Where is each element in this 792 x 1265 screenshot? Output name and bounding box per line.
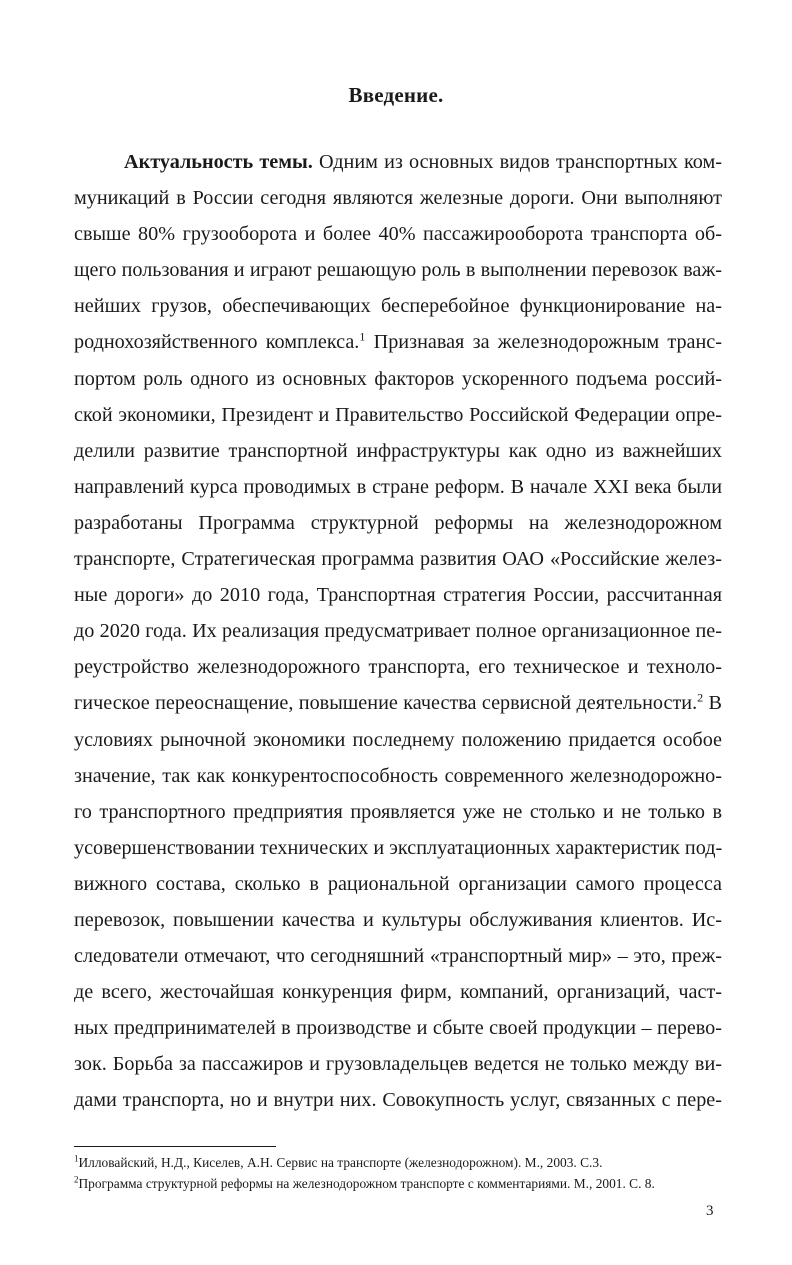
text-line: щего пользования и играют решающую роль в выполнении перевозок важ- [74, 259, 722, 282]
text-line: делили развитие транспортной инфраструктуры как одно из важнейших [74, 439, 722, 462]
text-line: перевозок, повышении качества и культуры обслуживания клиентов. Ис- [74, 908, 722, 931]
text-line: транспорте, Стратегическая программа развития ОАО «Российские желез- [74, 548, 722, 571]
text-line: портом роль одного из основных факторов ускоренного подъема россий- [74, 367, 722, 390]
text-line-content: роднохозяйственного комплекса. [74, 331, 360, 354]
section-lead: Актуальность темы. [124, 151, 313, 173]
text-line: реустройство железнодорожного транспорта, его техническое и техноло- [74, 656, 722, 679]
text-line [74, 324, 722, 360]
text-line: усовершенствовании технических и эксплуатационных характеристик под- [74, 836, 723, 859]
text-line: значение, так как конкурентоспособность современного железнодорожно- [74, 764, 722, 787]
text-line: ные дороги» до 2010 года, Транспортная стратегия России, рассчитанная [74, 584, 722, 607]
footnote-divider [74, 1146, 276, 1147]
text-line: зок. Борьба за пассажиров и грузовладельцев ведется не только между ви- [74, 1053, 722, 1076]
text-line-content: Признавая за железнодорожным транс- [365, 331, 722, 354]
text-line: де всего, жесточайшая конкуренция фирм, компаний, организаций, част- [74, 981, 722, 1004]
text-line: нейших грузов, обеспечивающих бесперебойное функционирование на- [74, 295, 722, 318]
text-line: го транспортного предприятия проявляется уже не столько и не только в [74, 800, 722, 823]
text-line-content: гическое переоснащение, повышение качества сервисной деятельности. [74, 692, 698, 715]
text-line: разработаны Программа структурной реформы на железнодорожном [74, 511, 722, 534]
footnote-mark: 1 [74, 1153, 79, 1164]
footnote-reference[interactable]: 1 [359, 329, 366, 344]
text-line: дами транспорта, но и внутри них. Совокупность услуг, связанных с пере- [74, 1089, 722, 1112]
text-line-content: В [703, 692, 722, 715]
body-text [74, 144, 722, 1119]
footnote-mark: 2 [74, 1174, 79, 1185]
page-title: Введение. [348, 83, 444, 107]
footnote-text: Илловайский, Н.Д., Киселев, А.Н. Сервис на транспорте (железнодорожном). М., 2003. С.3. [78, 1155, 603, 1170]
text-line: направлений курса проводимых в стране реформ. В начале XXI века были [74, 475, 722, 498]
text-line: муникаций в России сегодня являются железные дороги. Они выполняют [74, 187, 722, 210]
footnote [74, 1152, 722, 1173]
text-line: вижного состава, сколько в рациональной организации самого процесса [74, 872, 722, 895]
text-line-content: Одним из основных видов транспортных ком- [312, 151, 722, 173]
text-line: следователи отмечают, что сегодняшний «транспортный мир» – это, преж- [74, 945, 722, 968]
footnote-reference[interactable]: 2 [697, 690, 704, 705]
text-line [74, 144, 722, 180]
text-line: до 2020 года. Их реализация предусматривает полное организационное пе- [74, 620, 722, 643]
page-number: 3 [706, 1203, 714, 1219]
text-line: свыше 80% грузооборота и более 40% пассажирооборота транспорта об- [74, 223, 722, 246]
footnote-text: Программа структурной реформы на железнодорожном транспорте с комментариями. М., 2001. С. 8. [78, 1176, 655, 1191]
text-line: условиях рыночной экономики последнему положению придается особое [74, 728, 722, 751]
text-line: ных предпринимателей в производстве и сбыте своей продукции – перево- [74, 1017, 722, 1040]
footnote [74, 1173, 722, 1194]
footnotes [74, 1152, 722, 1194]
text-line: ской экономики, Президент и Правительство Российской Федерации опре- [74, 403, 722, 426]
text-line [74, 685, 722, 721]
